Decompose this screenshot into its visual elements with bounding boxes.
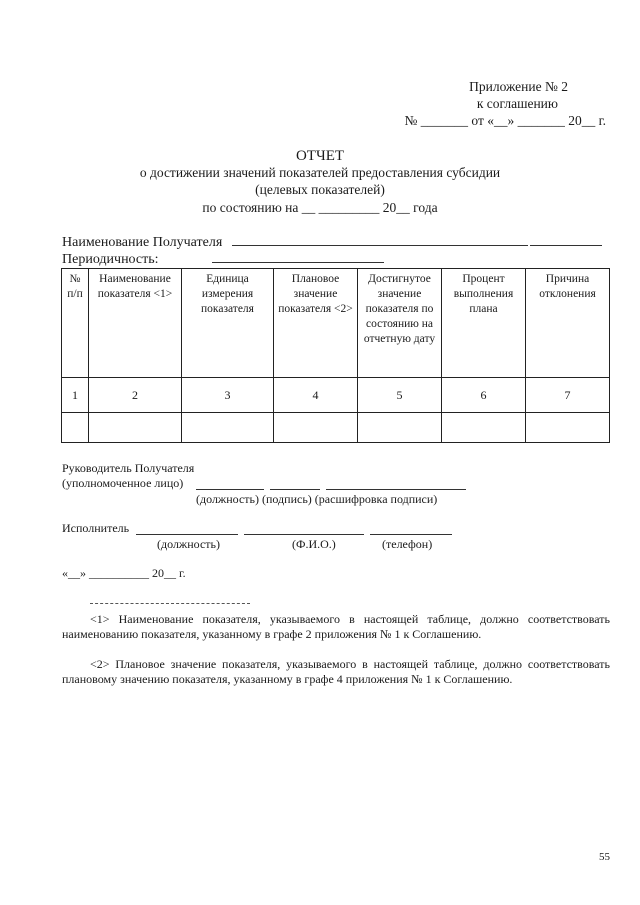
header-cell: Процент выполнения плана [442,269,526,378]
empty-cell[interactable] [358,413,442,443]
empty-cell[interactable] [182,413,274,443]
executor-phone-blank[interactable] [370,522,452,535]
report-subtitle-line1: о достижении значений показателей предоставления субсидии [139,165,501,180]
column-number-cell: 5 [358,378,442,413]
header-cell: № п/п [62,269,89,378]
empty-cell[interactable] [89,413,182,443]
executor-name-caption: (Ф.И.О.) [292,537,336,551]
date-line: «__» __________ 20__ г. [62,566,186,580]
column-number-cell: 1 [62,378,89,413]
column-number-cell: 2 [89,378,182,413]
header-cell: Достигнутое значение показателя по состоянию на отчетную дату [358,269,442,378]
executor-position-caption: (должность) [157,537,220,551]
recipient-name-blank-2[interactable] [530,233,602,246]
report-subtitle-line2: (целевых показателей) [255,182,385,197]
table-row [62,378,610,413]
footnote-separator [90,603,250,604]
recipient-name-label: Наименование Получателя [62,235,223,250]
header-cell: Наименование показателя <1> [89,269,182,378]
appendix-agreement-number: № _______ от «__» _______ 20__ г. [404,113,606,128]
header-cell: Единица измерения показателя [182,269,274,378]
executor-phone-caption: (телефон) [382,537,433,551]
table-header-row [62,269,610,378]
empty-cell[interactable] [62,413,89,443]
recipient-name-blank[interactable] [232,233,528,246]
head-label: Руководитель Получателя [62,461,195,475]
periodicity-row [62,251,384,268]
empty-cell[interactable] [526,413,610,443]
executor-name-blank[interactable] [244,522,364,535]
head-position-blank[interactable] [196,477,264,490]
table-row [62,413,610,443]
empty-cell[interactable] [274,413,358,443]
appendix-agreement-label: к соглашению [476,96,558,111]
footnote-2: <2> Плановое значение показателя, указываемого в настоящей таблице, должно соответствовать плановому значению показателя, указанному в графе 4 приложения № 1 к Соглашению. [62,657,610,686]
recipient-name-row [62,233,602,251]
appendix-label: Приложение № 2 [469,79,568,94]
footnote-1: <1> Наименование показателя, указываемого в настоящей таблице, должно соответствовать наименованию показателя, указанному в графе 2 приложения № 1 к Соглашению. [62,612,610,641]
header-cell: Причина отклонения [526,269,610,378]
head-signature-blank[interactable] [270,477,320,490]
empty-cell[interactable] [442,413,526,443]
report-table [61,268,610,443]
head-name-blank[interactable] [326,477,466,490]
column-number-cell: 6 [442,378,526,413]
executor-position-blank[interactable] [136,522,238,535]
head-captions: (должность) (подпись) (расшифровка подписи) [196,492,438,506]
column-number-cell: 4 [274,378,358,413]
executor-label: Исполнитель [62,521,130,535]
header-cell: Плановое значение показателя <2> [274,269,358,378]
column-number-cell: 7 [526,378,610,413]
head-authorized-label: (уполномоченное лицо) [62,476,184,490]
report-date-line: по состоянию на __ _________ 20__ года [202,200,438,215]
report-title: ОТЧЕТ [295,148,345,164]
periodicity-blank[interactable] [212,254,384,263]
page-number: 55 [599,851,610,863]
periodicity-label: Периодичность: [62,252,159,267]
column-number-cell: 3 [182,378,274,413]
